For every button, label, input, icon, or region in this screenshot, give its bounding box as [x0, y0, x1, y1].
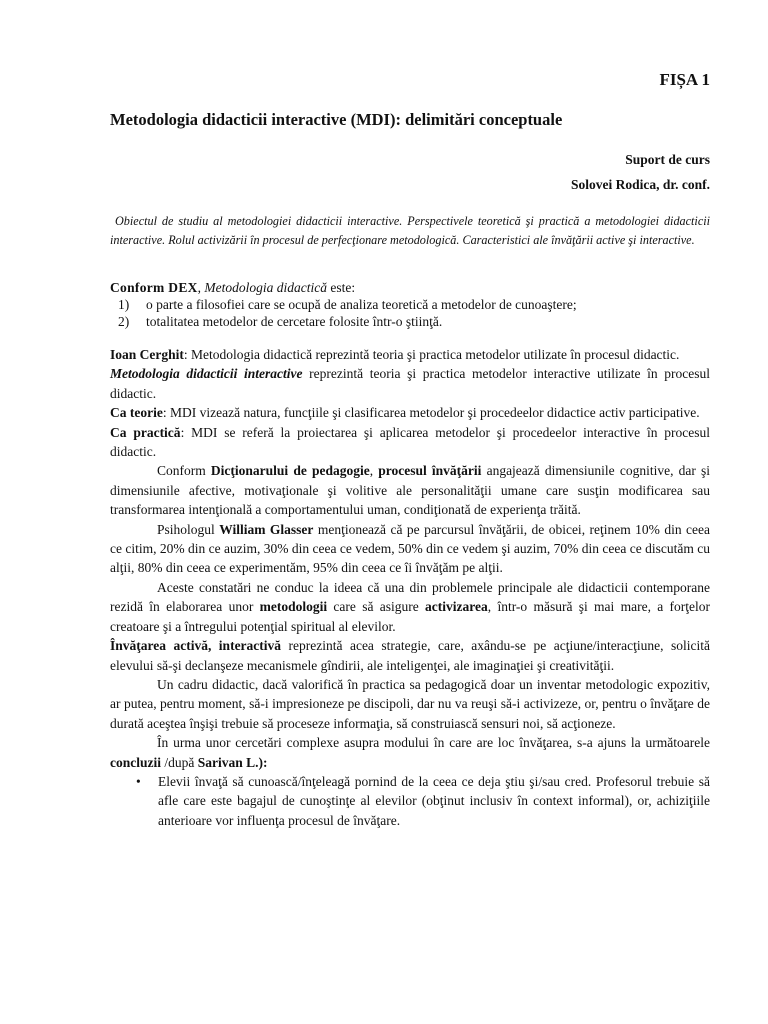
dictionary-text-b: , [369, 463, 379, 479]
findings-paragraph [110, 578, 710, 636]
theory-paragraph [110, 403, 710, 422]
research-paragraph [110, 733, 710, 772]
practice-text: : MDI se referă la proiectarea şi aplicarea metodelor şi procedeelor interactive în procesul didactic. [110, 424, 711, 460]
sheet-number: FIȘA 1 [659, 70, 710, 89]
glasser-text-a: Psihologul [157, 521, 220, 537]
list-item-number: 2) [118, 314, 130, 329]
glasser-name: William Glasser [219, 521, 314, 537]
dex-definition-intro [110, 279, 710, 296]
dictionary-text-a: Conform [157, 463, 211, 479]
research-text-b: /după [161, 754, 198, 770]
list-item [110, 772, 710, 830]
list-item-text: o parte a filosofiei care se ocupă de analiza teoretică a metodelor de cunoaştere; [146, 297, 577, 312]
cerghit-text: : Metodologia didactică reprezintă teoria şi practica metodelor utilizate în procesul didactic. [183, 347, 680, 362]
glasser-text-b: menţionează că pe parcursul învăţării, de obicei, reţinem 10% din ceea ce citim, 20% din ce auzim, 30% din ceea ce vedem, 50% din ce vedem şi auzim, 70% din ceea ce discutăm cu alţii, 80% din ceea ce experimentăm, 95% din ceea ce îi învăţăm pe alţii. [110, 521, 710, 576]
findings-text-b: care să asigure [327, 599, 426, 615]
document-body [110, 345, 710, 830]
mdi-definition-paragraph [110, 364, 710, 403]
list-item [118, 313, 710, 330]
active-learning-text: reprezintă acea strategie, care, axându-se pe acţiune/interacţiune, solicită elevului să-şi declanşeze mecanismele gîndirii, ale inteligenţei, ale imaginaţiei şi creativităţii. [110, 638, 711, 673]
cerghit-paragraph [110, 345, 710, 364]
dex-intro-rest: este: [327, 280, 356, 295]
dex-term: Metodologia didactică [204, 280, 328, 295]
cerghit-name: Ioan Cerghit [110, 347, 184, 362]
mdi-definition-text: reprezintă teoria şi practica metodelor interactive utilizate în procesul didactic. [110, 366, 710, 401]
practice-paragraph [110, 423, 710, 462]
active-learning-paragraph [110, 636, 710, 675]
sarivan-citation: Sarivan L.): [197, 754, 268, 770]
teacher-paragraph: Un cadru didactic, dacă valorifică în practica sa pedagogică doar un inventar metodologic expozitiv, ar putea, pentru moment, să-i impresioneze pe discipoli, dar nu va reuşi să-i activizeze, or, pentru o învăţare de durată aceştea înşişi trebuie să proceseze informaţia, să construiască sensuri noi, să acţioneze. [110, 676, 710, 731]
dex-separator: , [197, 280, 205, 295]
learning-process-term: procesul învăţării [378, 463, 482, 479]
dex-label: Conform DEX [110, 280, 198, 295]
glasser-paragraph [110, 520, 710, 578]
mdi-term: Metodologia didacticii interactive [110, 366, 303, 382]
conclusions-term: concluzii [110, 754, 161, 770]
dictionary-paragraph [110, 461, 710, 519]
list-item-text: Elevii învaţă să cunoască/înţeleagă pornind de la ceea ce deja ştiu şi/sau cred. Profesorul trebuie să afle care este bagajul de cunoştinţe al elevilor (obţinut inclusiv în context informal), or, achiziţiile anterioare vor influenţa procesul de învăţare. [158, 773, 710, 828]
list-item-number: 1) [118, 297, 130, 312]
theory-text: : MDI vizează natura, funcţiile şi clasificarea metodelor şi procedeelor didactice activ participative. [162, 405, 700, 421]
methodologies-term: metodologii [259, 599, 328, 615]
author-name: Solovei Rodica, dr. conf. [570, 177, 710, 192]
findings-text-a: Aceste constatări ne conduc la ideea că una din problemele principale ale didacticii contemporane rezidă în elaborarea unor [110, 579, 710, 615]
dex-definition-block [110, 279, 710, 330]
active-learning-term: Învăţarea activă, interactivă [110, 638, 282, 654]
conclusions-list [110, 772, 710, 830]
dictionary-term: Dicţionarului de pedagogie [210, 463, 370, 479]
activation-term: activizarea [425, 599, 488, 615]
theory-label: Ca teorie [110, 405, 163, 421]
dictionary-text-c: angajează dimensiunile cognitive, dar şi dimensiunile afective, motivaţionale şi volitive ale personalităţii umane care susţin modificarea sau transformarea intenţională a comportamentului uman, condiţionată de experienţa trăită. [110, 463, 710, 518]
research-text-a: În urma unor cercetări complexe asupra modului în care are loc învăţarea, s-a ajuns la următoarele [157, 735, 710, 751]
dex-definition-list [110, 296, 710, 330]
bullet-icon: • [136, 773, 141, 789]
findings-text-c: , într-o măsură şi mai mare, a forţelor creatoare şi a întregului potenţial spiritual al elevilor. [110, 599, 711, 634]
list-item [118, 296, 710, 313]
list-item-text: totalitatea metodelor de cercetare folosite într-o ştiinţă. [146, 314, 443, 329]
document-title: Metodologia didacticii interactive (MDI): delimitări conceptuale [110, 110, 563, 129]
practice-label: Ca practică [110, 424, 181, 440]
course-support-label: Suport de curs [625, 152, 710, 167]
objectives-paragraph: Obiectul de studiu al metodologiei didacticii interactive. Perspectivele teoretică şi practică a metodologiei didacticii interactive. Rolul activizării în procesul de perfecţionare metodologică. Caracteristici ale învăţării active şi interactive. [110, 214, 710, 247]
